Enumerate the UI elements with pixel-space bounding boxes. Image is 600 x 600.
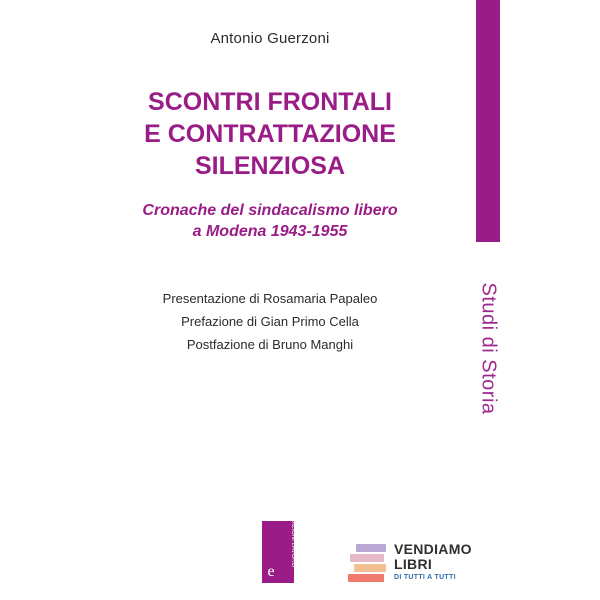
- badge-line-2: LIBRI: [394, 556, 433, 572]
- subtitle-line-2: a Modena 1943-1955: [192, 223, 348, 240]
- title-line-3: SILENZIOSA: [194, 152, 345, 180]
- badge-tagline: DI TUTTI A TUTTI: [394, 574, 456, 581]
- vendiamo-libri-badge: [394, 542, 472, 583]
- title-line-1: SCONTRI FRONTALI: [148, 88, 392, 116]
- credits: [120, 287, 420, 356]
- badge-line-1: VENDIAMO: [394, 541, 472, 557]
- credit-presentation: Presentazione di Rosamaria Papaleo: [162, 291, 378, 306]
- subtitle-line-1: Cronache del sindacalismo libero: [142, 202, 398, 219]
- book-subtitle: [100, 200, 440, 242]
- publisher-logo: [262, 514, 297, 583]
- stacked-books-icon: [348, 544, 390, 584]
- series-name: Studi di Storia: [477, 281, 500, 415]
- author-name: Antonio Guerzoni: [210, 30, 330, 47]
- publisher-logo-text: EDIZIONI LAVORO: [290, 514, 297, 568]
- publisher-logo-letter: e: [267, 563, 275, 580]
- credit-postface: Postfazione di Bruno Manghi: [186, 337, 354, 352]
- book-title: [120, 86, 420, 182]
- credit-preface: Prefazione di Gian Primo Cella: [181, 314, 359, 329]
- series-accent-bar: [476, 0, 500, 242]
- title-line-2: E CONTRATTAZIONE: [144, 120, 396, 148]
- series-label: [470, 262, 506, 434]
